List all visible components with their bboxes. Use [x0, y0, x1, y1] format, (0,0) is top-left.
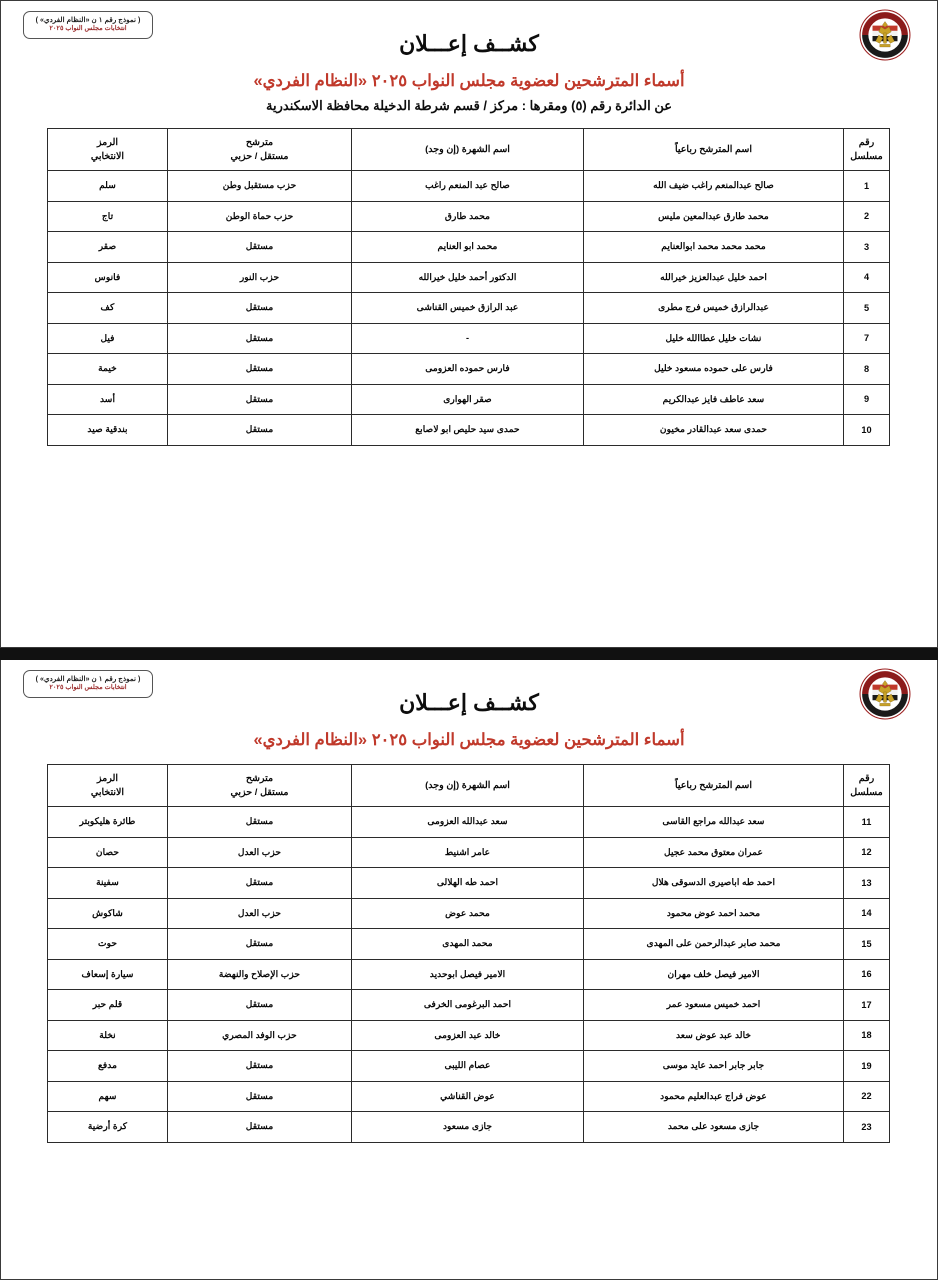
- candidates-tbody-2: [48, 807, 890, 1143]
- form-code-line-2-page2: انتخابات مجلس النواب ٢٠٢٥: [49, 683, 127, 691]
- cell-full-name: احمد خليل عبدالعزيز خيرالله: [584, 262, 844, 293]
- cell-fame-name: جازى مسعود: [352, 1112, 584, 1143]
- serial-header-line-2: مسلسل: [850, 786, 883, 798]
- cell-serial: 17: [844, 990, 890, 1021]
- cell-fame-name: احمد طه الهلالى: [352, 868, 584, 899]
- cell-serial: 9: [844, 384, 890, 415]
- cell-full-name: احمد خميس مسعود عمر: [584, 990, 844, 1021]
- party-header-line-1: مترشح: [245, 772, 274, 784]
- cell-full-name: سعد عاطف فايز عبدالكريم: [584, 384, 844, 415]
- table-row: [48, 1112, 890, 1143]
- cell-serial: 11: [844, 807, 890, 838]
- cell-fame-name: محمد المهدى: [352, 929, 584, 960]
- cell-serial: 18: [844, 1020, 890, 1051]
- cell-electoral-symbol: نخلة: [48, 1020, 168, 1051]
- cell-electoral-symbol: فيل: [48, 323, 168, 354]
- table-row: [48, 868, 890, 899]
- table-row: [48, 929, 890, 960]
- announcement-sheet-2: [0, 660, 938, 1280]
- cell-electoral-symbol: قلم حبر: [48, 990, 168, 1021]
- table-row: [48, 959, 890, 990]
- cell-party: حزب العدل: [168, 898, 352, 929]
- cell-full-name: محمد محمد محمد ابوالعنايم: [584, 232, 844, 263]
- page-title-2: كشــف إعـــلان: [399, 690, 539, 715]
- cell-party: مستقل: [168, 232, 352, 263]
- cell-fame-name: صقر الهوارى: [352, 384, 584, 415]
- symbol-header-line-1: الرمز: [96, 772, 119, 784]
- cell-party: مستقل: [168, 293, 352, 324]
- table-row: [48, 990, 890, 1021]
- candidates-table-1: [47, 128, 890, 446]
- cell-fame-name: احمد البرغومى الخرفى: [352, 990, 584, 1021]
- table-row: [48, 262, 890, 293]
- table-header-row: [48, 129, 890, 171]
- candidates-table-wrap-2: [48, 764, 890, 1143]
- cell-electoral-symbol: أسد: [48, 384, 168, 415]
- table-row: [48, 293, 890, 324]
- column-header-party: [168, 129, 352, 171]
- cell-full-name: جابر جابر احمد عايد موسى: [584, 1051, 844, 1082]
- cell-serial: 5: [844, 293, 890, 324]
- cell-serial: 22: [844, 1081, 890, 1112]
- cell-party: مستقل: [168, 868, 352, 899]
- form-code-line-2: انتخابات مجلس النواب ٢٠٢٥: [49, 24, 127, 32]
- cell-fame-name: محمد ابو العنايم: [352, 232, 584, 263]
- cell-electoral-symbol: شاكوش: [48, 898, 168, 929]
- serial-header-line-1: رقم: [858, 772, 875, 784]
- party-header-line-1: مترشح: [245, 136, 274, 148]
- candidates-table-2: [47, 764, 890, 1143]
- cell-full-name: محمد احمد عوض محمود: [584, 898, 844, 929]
- cell-serial: 8: [844, 354, 890, 385]
- party-header-line-2: مستقل / حزبي: [230, 786, 289, 798]
- cell-serial: 14: [844, 898, 890, 929]
- cell-party: مستقل: [168, 807, 352, 838]
- column-header-symbol: [48, 129, 168, 171]
- cell-party: حزب مستقبل وطن: [168, 171, 352, 202]
- cell-serial: 19: [844, 1051, 890, 1082]
- cell-full-name: نشات خليل عطاالله خليل: [584, 323, 844, 354]
- cell-fame-name: عامر اشنيط: [352, 837, 584, 868]
- cell-fame-name: عصام الليبى: [352, 1051, 584, 1082]
- cell-serial: 1: [844, 171, 890, 202]
- cell-electoral-symbol: سفينة: [48, 868, 168, 899]
- cell-full-name: احمد طه اباصيرى الدسوقى هلال: [584, 868, 844, 899]
- cell-party: حزب الوفد المصري: [168, 1020, 352, 1051]
- cell-fame-name: محمد عوض: [352, 898, 584, 929]
- cell-serial: 3: [844, 232, 890, 263]
- cell-serial: 13: [844, 868, 890, 899]
- cell-serial: 7: [844, 323, 890, 354]
- table-row: [48, 354, 890, 385]
- cell-fame-name: -: [352, 323, 584, 354]
- table-row: [48, 898, 890, 929]
- cell-party: مستقل: [168, 1112, 352, 1143]
- column-header-serial-2: [844, 765, 890, 807]
- egypt-election-authority-emblem-icon-page2: [859, 668, 911, 720]
- cell-serial: 23: [844, 1112, 890, 1143]
- form-code-line-1: ( نموذج رقم ١ ن «النظام الفردي» ): [35, 15, 141, 24]
- cell-full-name: محمد صابر عبدالرحمن على المهدى: [584, 929, 844, 960]
- cell-full-name: خالد عبد عوض سعد: [584, 1020, 844, 1051]
- cell-party: مستقل: [168, 323, 352, 354]
- cell-full-name: حمدى سعد عبدالقادر مخيون: [584, 415, 844, 446]
- cell-party: حزب الإصلاح والنهضة: [168, 959, 352, 990]
- cell-electoral-symbol: تاج: [48, 201, 168, 232]
- cell-fame-name: الامير فيصل ابوحديد: [352, 959, 584, 990]
- table-row: [48, 384, 890, 415]
- cell-electoral-symbol: فانوس: [48, 262, 168, 293]
- cell-full-name: عبدالرازق خميس فرج مطرى: [584, 293, 844, 324]
- cell-electoral-symbol: كرة أرضية: [48, 1112, 168, 1143]
- cell-full-name: الامير فيصل خلف مهران: [584, 959, 844, 990]
- cell-fame-name: حمدى سيد حليص ابو لاصابع: [352, 415, 584, 446]
- table-row: [48, 1020, 890, 1051]
- table-row: [48, 323, 890, 354]
- cell-serial: 10: [844, 415, 890, 446]
- cell-party: حزب العدل: [168, 837, 352, 868]
- cell-party: مستقل: [168, 354, 352, 385]
- cell-party: مستقل: [168, 1051, 352, 1082]
- table-row: [48, 837, 890, 868]
- table-row: [48, 415, 890, 446]
- table-row: [48, 232, 890, 263]
- egypt-election-authority-emblem-icon: [859, 9, 911, 61]
- symbol-header-line-2: الانتخابي: [90, 150, 125, 162]
- table-row: [48, 171, 890, 202]
- page-subtitle: أسماء المترشحين لعضوية مجلس النواب ٢٠٢٥ «النظام الفردي»: [253, 72, 685, 90]
- cell-electoral-symbol: خيمة: [48, 354, 168, 385]
- cell-electoral-symbol: حصان: [48, 837, 168, 868]
- symbol-header-line-1: الرمز: [96, 136, 119, 148]
- serial-header-line-2: مسلسل: [850, 150, 883, 162]
- column-header-party-2: [168, 765, 352, 807]
- cell-electoral-symbol: حوت: [48, 929, 168, 960]
- cell-full-name: فارس على حموده مسعود خليل: [584, 354, 844, 385]
- cell-serial: 16: [844, 959, 890, 990]
- cell-fame-name: عوض القناشي: [352, 1081, 584, 1112]
- column-header-serial: [844, 129, 890, 171]
- cell-electoral-symbol: مدفع: [48, 1051, 168, 1082]
- cell-serial: 12: [844, 837, 890, 868]
- column-header-full-name-2: اسم المترشح رباعياً: [584, 765, 844, 807]
- cell-party: حزب حماة الوطن: [168, 201, 352, 232]
- serial-header-line-1: رقم: [858, 136, 875, 148]
- cell-serial: 4: [844, 262, 890, 293]
- cell-party: مستقل: [168, 990, 352, 1021]
- cell-fame-name: عبد الرازق خميس القناشى: [352, 293, 584, 324]
- cell-full-name: محمد طارق عبدالمعين مليس: [584, 201, 844, 232]
- cell-fame-name: محمد طارق: [352, 201, 584, 232]
- form-code-box: [23, 11, 153, 39]
- column-header-fame-name-2: اسم الشهرة (إن وجد): [352, 765, 584, 807]
- cell-serial: 15: [844, 929, 890, 960]
- page-separator-bar: [0, 648, 938, 660]
- cell-electoral-symbol: كف: [48, 293, 168, 324]
- cell-full-name: صالح عبدالمنعم راغب ضيف الله: [584, 171, 844, 202]
- cell-full-name: جازى مسعود على محمد: [584, 1112, 844, 1143]
- table-header-row-2: [48, 765, 890, 807]
- page-title: كشــف إعـــلان: [399, 31, 539, 56]
- column-header-full-name: اسم المترشح رباعياً: [584, 129, 844, 171]
- table-row: [48, 1081, 890, 1112]
- party-header-line-2: مستقل / حزبي: [230, 150, 289, 162]
- cell-fame-name: سعد عبدالله العزومى: [352, 807, 584, 838]
- column-header-symbol-2: [48, 765, 168, 807]
- form-code-box-2: [23, 670, 153, 698]
- table-row: [48, 807, 890, 838]
- cell-electoral-symbol: بندقية صيد: [48, 415, 168, 446]
- cell-party: مستقل: [168, 1081, 352, 1112]
- table-row: [48, 1051, 890, 1082]
- cell-electoral-symbol: سهم: [48, 1081, 168, 1112]
- cell-party: مستقل: [168, 415, 352, 446]
- cell-party: حزب النور: [168, 262, 352, 293]
- cell-electoral-symbol: طائرة هليكوبتر: [48, 807, 168, 838]
- cell-electoral-symbol: صقر: [48, 232, 168, 263]
- cell-full-name: سعد عبدالله مراجع القاسى: [584, 807, 844, 838]
- cell-fame-name: صالح عبد المنعم راغب: [352, 171, 584, 202]
- page-subtitle-2: أسماء المترشحين لعضوية مجلس النواب ٢٠٢٥ «النظام الفردي»: [253, 731, 685, 749]
- cell-full-name: عوض فراج عبدالعليم محمود: [584, 1081, 844, 1112]
- symbol-header-line-2: الانتخابي: [90, 786, 125, 798]
- candidates-tbody-1: [48, 171, 890, 446]
- cell-electoral-symbol: سلم: [48, 171, 168, 202]
- cell-electoral-symbol: سيارة إسعاف: [48, 959, 168, 990]
- cell-fame-name: خالد عبد العزومى: [352, 1020, 584, 1051]
- cell-party: مستقل: [168, 929, 352, 960]
- cell-fame-name: الدكتور أحمد خليل خيرالله: [352, 262, 584, 293]
- cell-party: مستقل: [168, 384, 352, 415]
- column-header-fame-name: اسم الشهرة (إن وجد): [352, 129, 584, 171]
- cell-full-name: عمران معتوق محمد عجيل: [584, 837, 844, 868]
- candidates-table-wrap-1: [48, 128, 890, 446]
- cell-serial: 2: [844, 201, 890, 232]
- form-code-line-1-page2: ( نموذج رقم ١ ن «النظام الفردي» ): [35, 674, 141, 683]
- table-row: [48, 201, 890, 232]
- cell-fame-name: فارس حموده العزومى: [352, 354, 584, 385]
- district-line: عن الدائرة رقم (٥) ومقرها : مركز / قسم شرطة الدخيلة محافظة الاسكندرية: [266, 98, 672, 113]
